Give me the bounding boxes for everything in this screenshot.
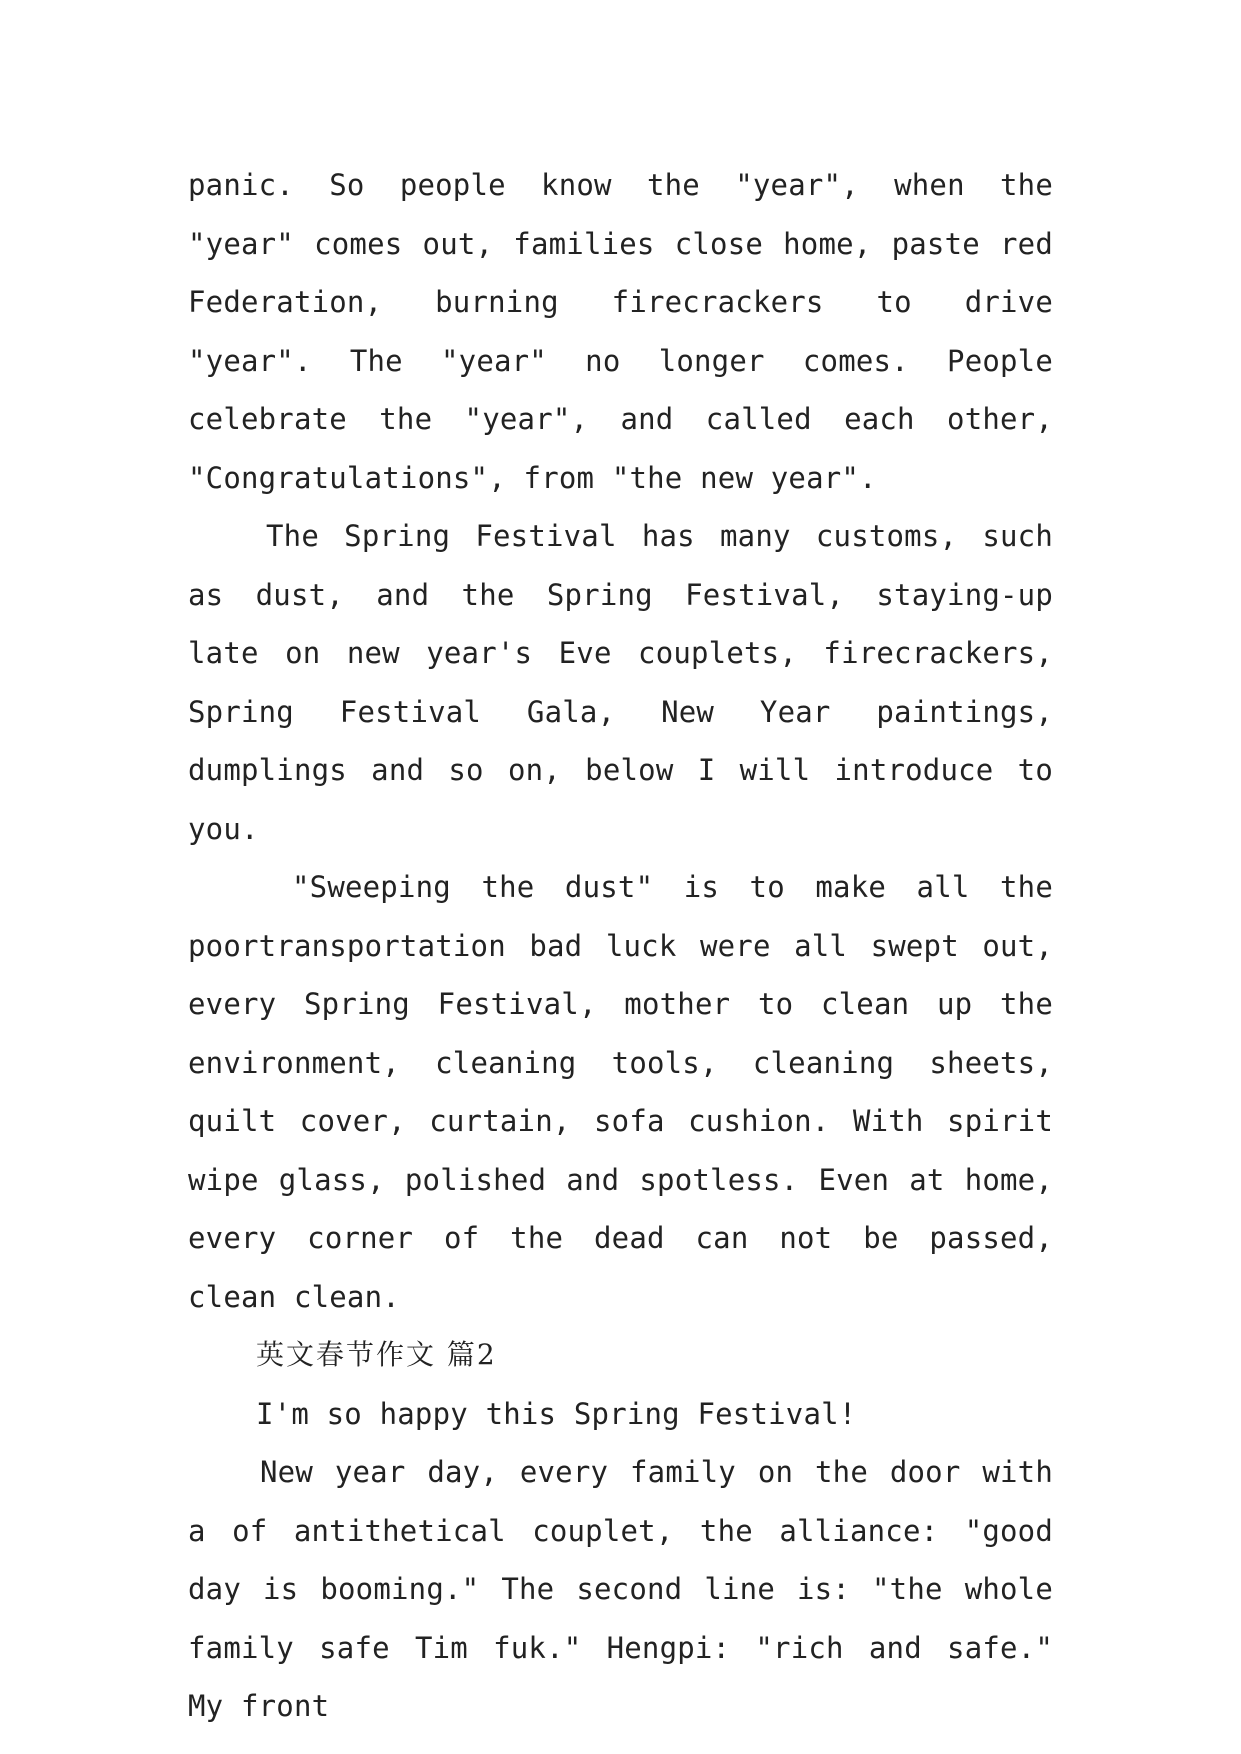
section-heading: 英文春节作文 篇2 xyxy=(256,1338,497,1371)
paragraph-year-legend: panic. So people know the "year", when the "year" comes out, families close home, paste red Federation, burning firecrackers to drive "year". The "year" no longer comes. People celebrate the "year", and called each other, "Congratulations", from "the new year". xyxy=(188,168,1053,495)
paragraph-happy-festival: I'm so happy this Spring Festival! xyxy=(256,1396,857,1431)
paragraph-sweeping-dust: "Sweeping the dust" is to make all the poortransportation bad luck were all swept out, every Spring Festival, mother to clean up the environment, cleaning tools, cleaning sheets, quilt cover, curtain, sofa cushion. With spirit wipe glass, polished and spotless. Even at home, every corner of the dead can not be passed, clean clean. xyxy=(188,870,1053,1314)
document-body xyxy=(188,156,1053,1736)
paragraph-couplet: New year day, every family on the door with a of antithetical couplet, the alliance: "good day is booming." The second line is: "the whole family safe Tim fuk." Hengpi: "rich and safe." My front xyxy=(188,1455,1053,1723)
paragraph-customs: The Spring Festival has many customs, such as dust, and the Spring Festival, staying-up late on new year's Eve couplets, firecrackers, Spring Festival Gala, New Year paintings, dumplings and so on, below I will introduce to you. xyxy=(188,519,1053,846)
